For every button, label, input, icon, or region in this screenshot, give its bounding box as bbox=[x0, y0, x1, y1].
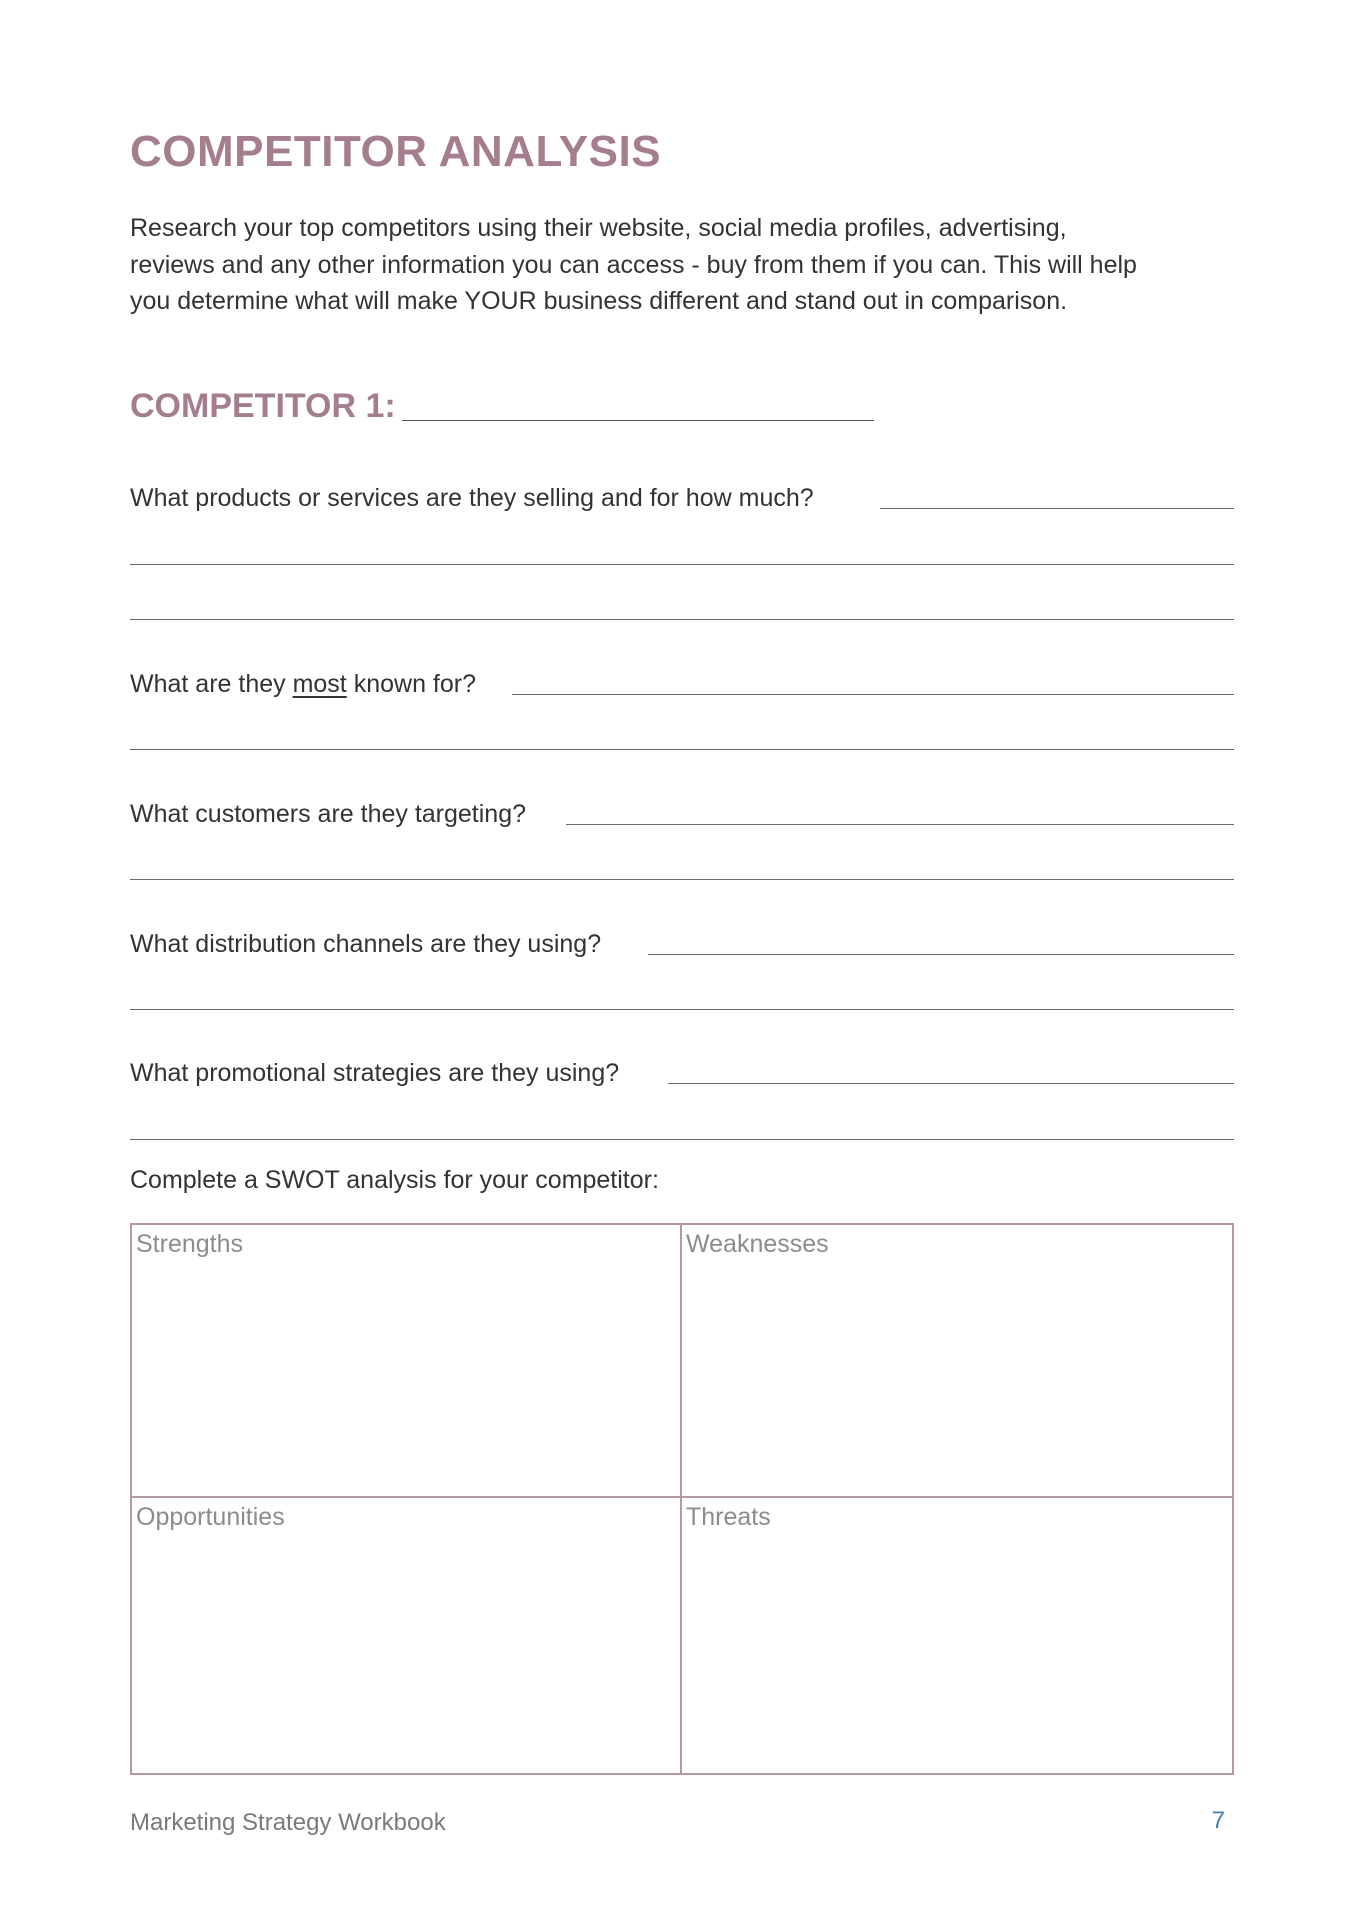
answer-line-known-for[interactable] bbox=[512, 694, 1234, 695]
intro-line: reviews and any other information you can access - buy from them if you can. This will help bbox=[130, 250, 1137, 279]
competitor-name-field[interactable] bbox=[402, 420, 874, 421]
answer-line-distribution-2[interactable] bbox=[130, 1009, 1234, 1010]
swot-threats-cell[interactable] bbox=[682, 1498, 1232, 1773]
page-title: COMPETITOR ANALYSIS bbox=[130, 127, 662, 176]
answer-line-products[interactable] bbox=[880, 508, 1234, 509]
intro-paragraph bbox=[130, 210, 1250, 320]
page-number: 7 bbox=[1211, 1807, 1225, 1834]
question-known-for bbox=[130, 668, 476, 700]
swot-opportunities-cell[interactable] bbox=[132, 1498, 682, 1773]
answer-line-distribution[interactable] bbox=[648, 954, 1234, 955]
answer-line-customers[interactable] bbox=[566, 824, 1234, 825]
competitor-heading: COMPETITOR 1: bbox=[130, 387, 396, 425]
answer-line-promotional[interactable] bbox=[668, 1083, 1234, 1084]
swot-intro: Complete a SWOT analysis for your competitor: bbox=[130, 1166, 659, 1194]
intro-line: you determine what will make YOUR business different and stand out in comparison. bbox=[130, 287, 1068, 315]
answer-line-products-3[interactable] bbox=[130, 619, 1234, 620]
swot-threats-label: Threats bbox=[686, 1503, 771, 1531]
intro-line: Research your top competitors using their website, social media profiles, advertising, bbox=[130, 214, 1067, 242]
answer-line-promotional-2[interactable] bbox=[130, 1139, 1234, 1140]
swot-weaknesses-cell[interactable] bbox=[682, 1225, 1232, 1498]
swot-opportunities-label: Opportunities bbox=[136, 1503, 285, 1531]
answer-line-customers-2[interactable] bbox=[130, 879, 1234, 880]
question-promotional: What promotional strategies are they using? bbox=[130, 1059, 620, 1087]
swot-strengths-cell[interactable] bbox=[132, 1225, 682, 1498]
swot-strengths-label: Strengths bbox=[136, 1230, 244, 1258]
question-known-for-suffix: known for? bbox=[346, 670, 477, 698]
answer-line-known-for-2[interactable] bbox=[130, 749, 1234, 750]
question-known-for-emphasis: most bbox=[292, 670, 347, 698]
question-products: What products or services are they selling and for how much? bbox=[130, 484, 814, 512]
footer-title: Marketing Strategy Workbook bbox=[130, 1809, 446, 1836]
answer-line-products-2[interactable] bbox=[130, 564, 1234, 565]
question-distribution: What distribution channels are they using? bbox=[130, 930, 602, 958]
swot-grid bbox=[130, 1223, 1234, 1775]
question-known-for-prefix: What are they bbox=[130, 670, 293, 698]
question-customers: What customers are they targeting? bbox=[130, 800, 527, 828]
swot-weaknesses-label: Weaknesses bbox=[686, 1230, 829, 1258]
